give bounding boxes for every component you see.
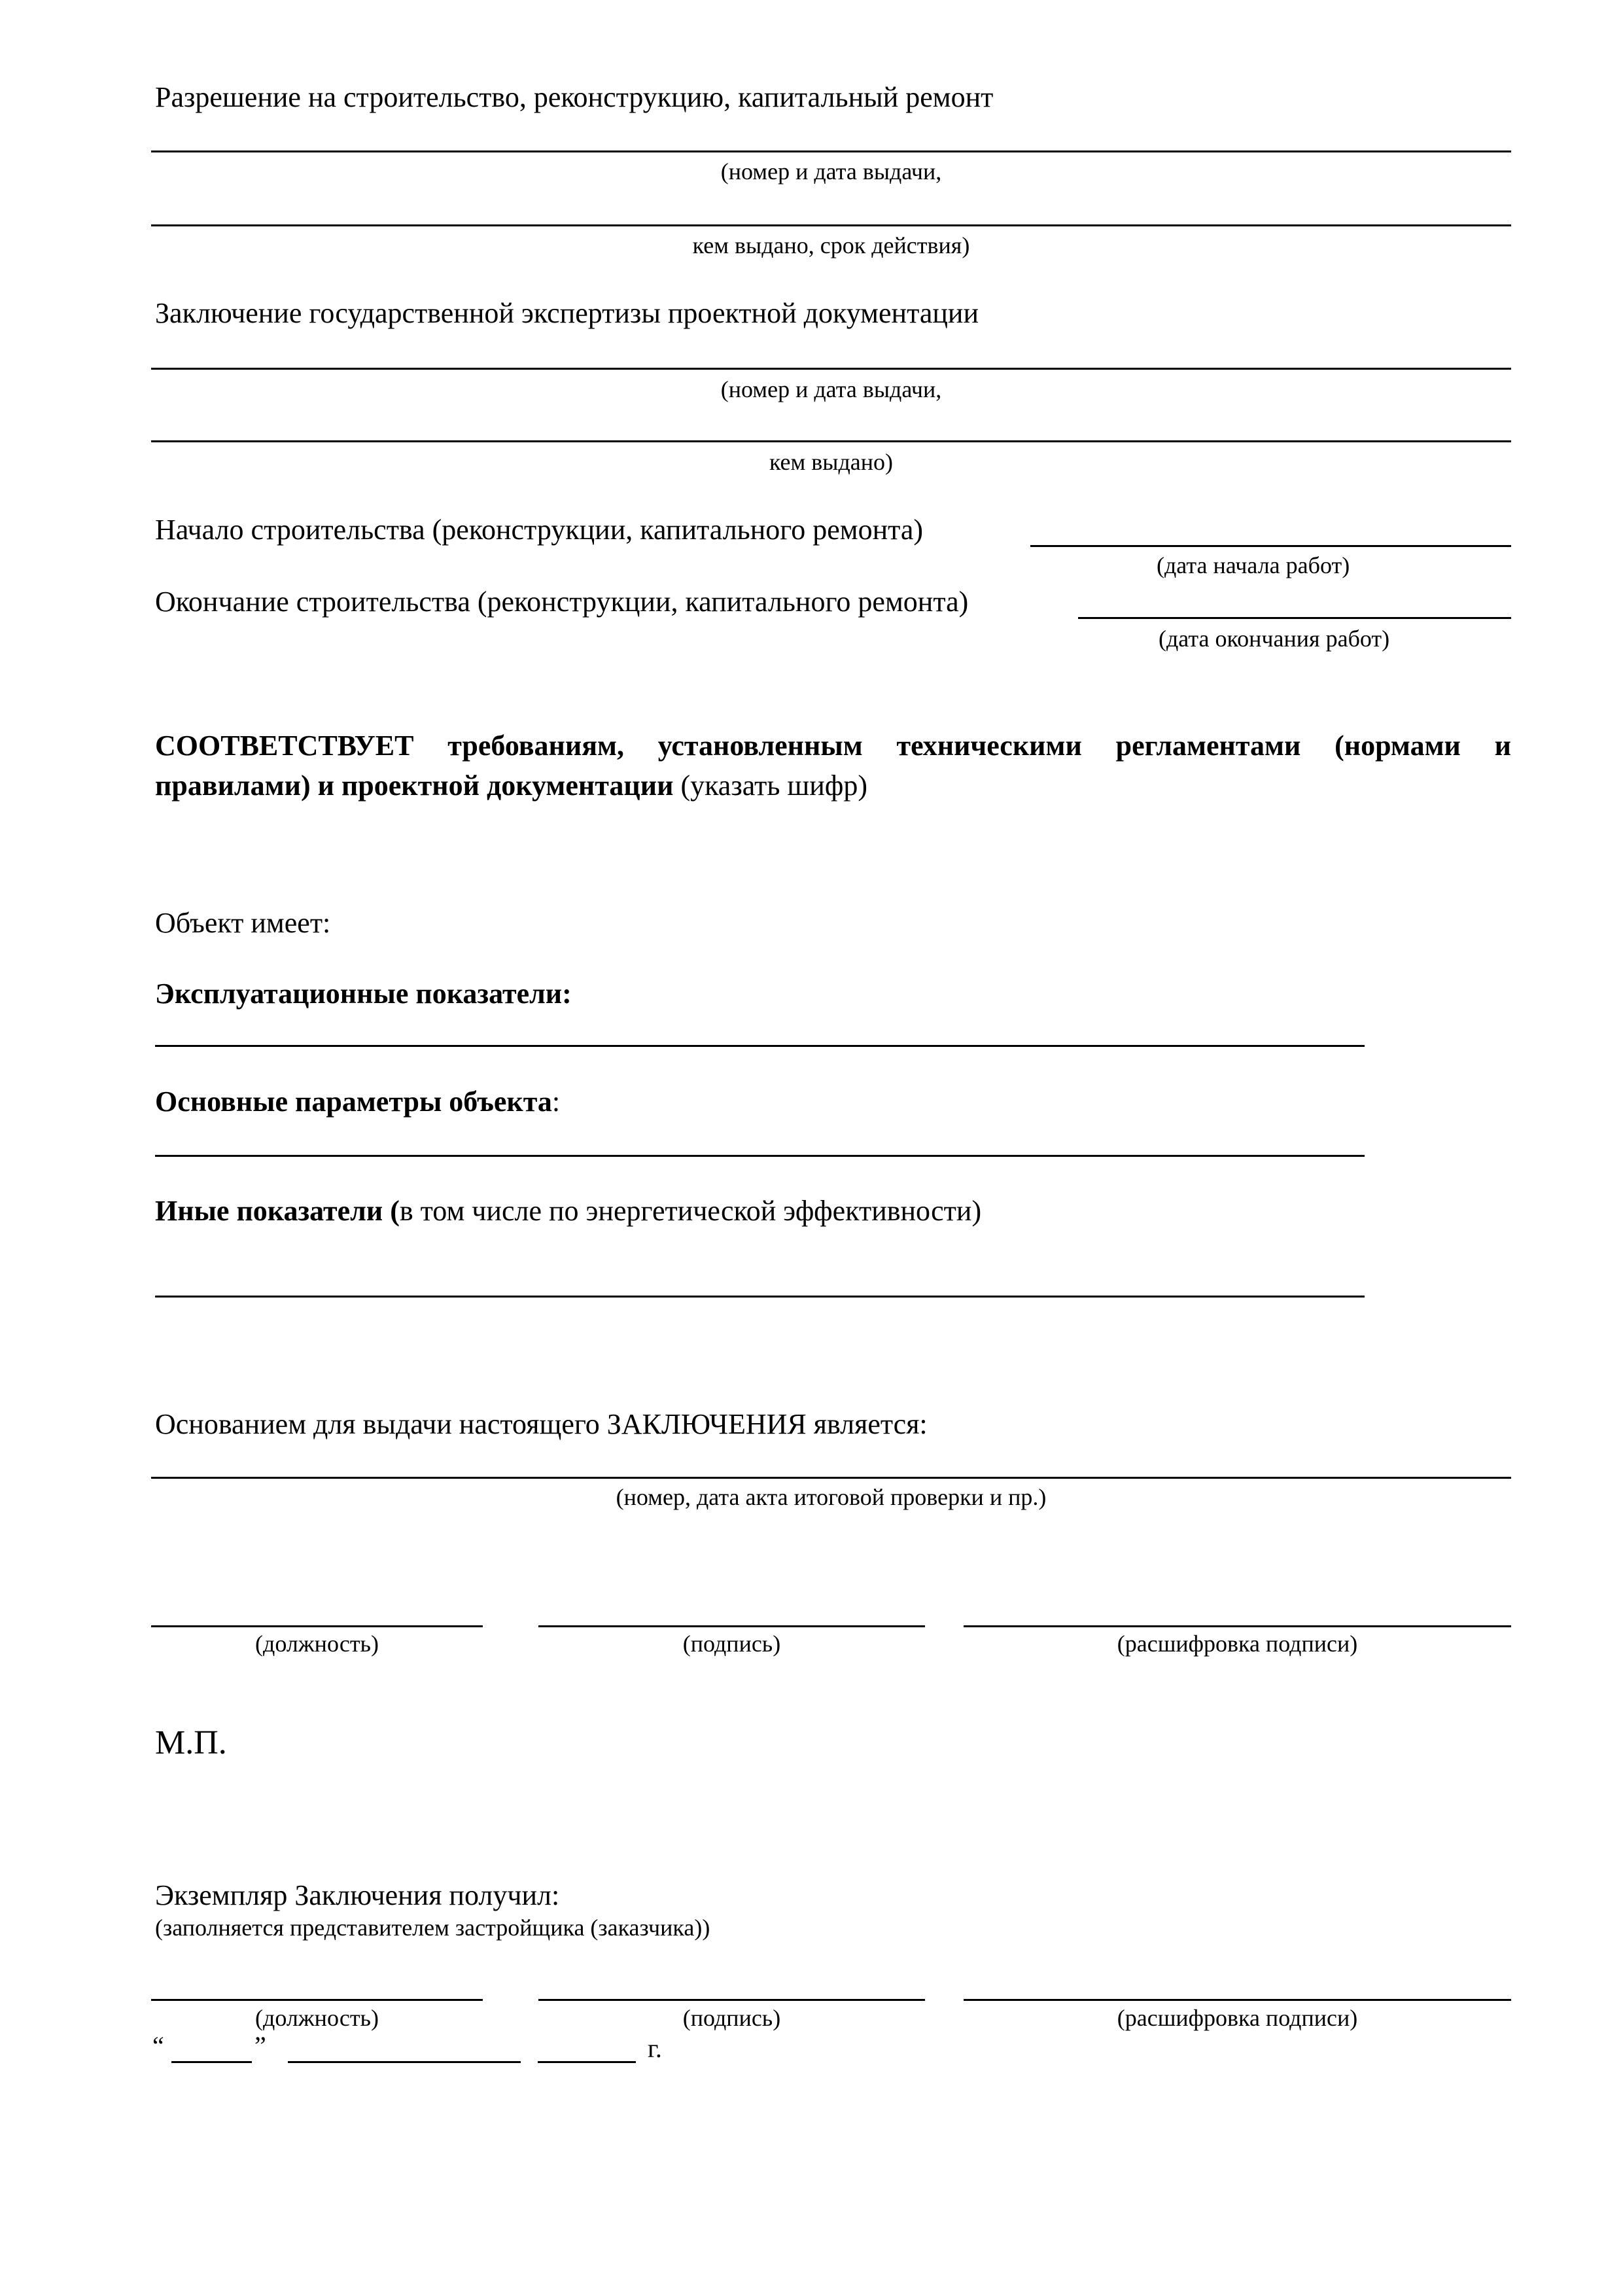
signature1-position-line[interactable]	[151, 1625, 483, 1627]
start-date-label: Начало строительства (реконструкции, капитального ремонта)	[155, 514, 924, 546]
signature1-signature-line[interactable]	[538, 1625, 925, 1627]
signature2-position-line[interactable]	[151, 1999, 483, 2001]
start-date-caption: (дата начала работ)	[1157, 552, 1350, 578]
signature2-decoding-caption: (расшифровка подписи)	[1117, 2005, 1358, 2031]
object-intro: Объект имеет:	[155, 907, 331, 939]
end-date-caption: (дата окончания работ)	[1159, 626, 1390, 652]
signature1-decoding-line[interactable]	[964, 1625, 1511, 1627]
operational-indicators-label: Эксплуатационные показатели:	[155, 978, 572, 1010]
date-month-line[interactable]	[288, 2061, 521, 2063]
compliance-statement	[155, 726, 1511, 805]
permit-label: Разрешение на строительство, реконструкцию, капитальный ремонт	[155, 81, 994, 113]
receipt-note: (заполняется представителем застройщика (заказчика))	[155, 1915, 710, 1941]
signature2-decoding-line[interactable]	[964, 1999, 1511, 2001]
date-open-quote: “	[152, 2031, 164, 2060]
operational-indicators-line[interactable]	[155, 1045, 1365, 1047]
start-date-field-line[interactable]	[1030, 545, 1511, 547]
permit-caption-1: (номер и дата выдачи,	[720, 158, 942, 185]
signature2-signature-line[interactable]	[538, 1999, 925, 2001]
other-indicators-label-bold: Иные показатели (	[155, 1195, 400, 1227]
expertise-caption-1: (номер и дата выдачи,	[720, 376, 942, 402]
permit-field-line-2[interactable]	[151, 224, 1511, 226]
basis-label: Основанием для выдачи настоящего ЗАКЛЮЧЕНИЯ является:	[155, 1408, 928, 1440]
date-day-line[interactable]	[171, 2061, 252, 2063]
signature2-position-caption: (должность)	[255, 2005, 379, 2031]
receipt-label: Экземпляр Заключения получил:	[155, 1879, 560, 1911]
date-year-line[interactable]	[538, 2061, 636, 2063]
end-date-field-line[interactable]	[1078, 617, 1511, 619]
permit-caption-2: кем выдано, срок действия)	[692, 232, 970, 258]
end-date-label: Окончание строительства (реконструкции, капитального ремонта)	[155, 586, 969, 618]
expertise-field-line-1[interactable]	[151, 368, 1511, 370]
permit-field-line-1[interactable]	[151, 150, 1511, 152]
expertise-field-line-2[interactable]	[151, 440, 1511, 442]
signature1-signature-caption: (подпись)	[682, 1631, 781, 1657]
other-indicators-label	[155, 1193, 981, 1229]
main-parameters-label-bold: Основные параметры объекта	[155, 1086, 552, 1118]
expertise-caption-2: кем выдано)	[769, 449, 894, 475]
other-indicators-line[interactable]	[155, 1296, 1365, 1298]
basis-caption: (номер, дата акта итоговой проверки и пр.)	[616, 1484, 1047, 1510]
main-parameters-line[interactable]	[155, 1155, 1365, 1157]
stamp-place-label: М.П.	[155, 1724, 227, 1761]
signature1-decoding-caption: (расшифровка подписи)	[1117, 1631, 1358, 1657]
expertise-label: Заключение государственной экспертизы проектной документации	[155, 297, 979, 329]
signature1-position-caption: (должность)	[255, 1631, 379, 1657]
compliance-bold-text: СООТВЕТСТВУЕТ требованиям, установленным техническими регламентами (нормами и правилами) и проектной документации	[155, 730, 1511, 802]
signature2-signature-caption: (подпись)	[682, 2005, 781, 2031]
main-parameters-label-colon: :	[551, 1086, 561, 1118]
date-year-suffix: г.	[648, 2034, 662, 2063]
compliance-cipher-note: (указать шифр)	[673, 769, 867, 802]
date-close-quote: ”	[254, 2031, 266, 2060]
basis-field-line[interactable]	[151, 1477, 1511, 1479]
other-indicators-label-tail: в том числе по энергетической эффективности)	[399, 1195, 982, 1227]
main-parameters-label	[155, 1084, 560, 1120]
